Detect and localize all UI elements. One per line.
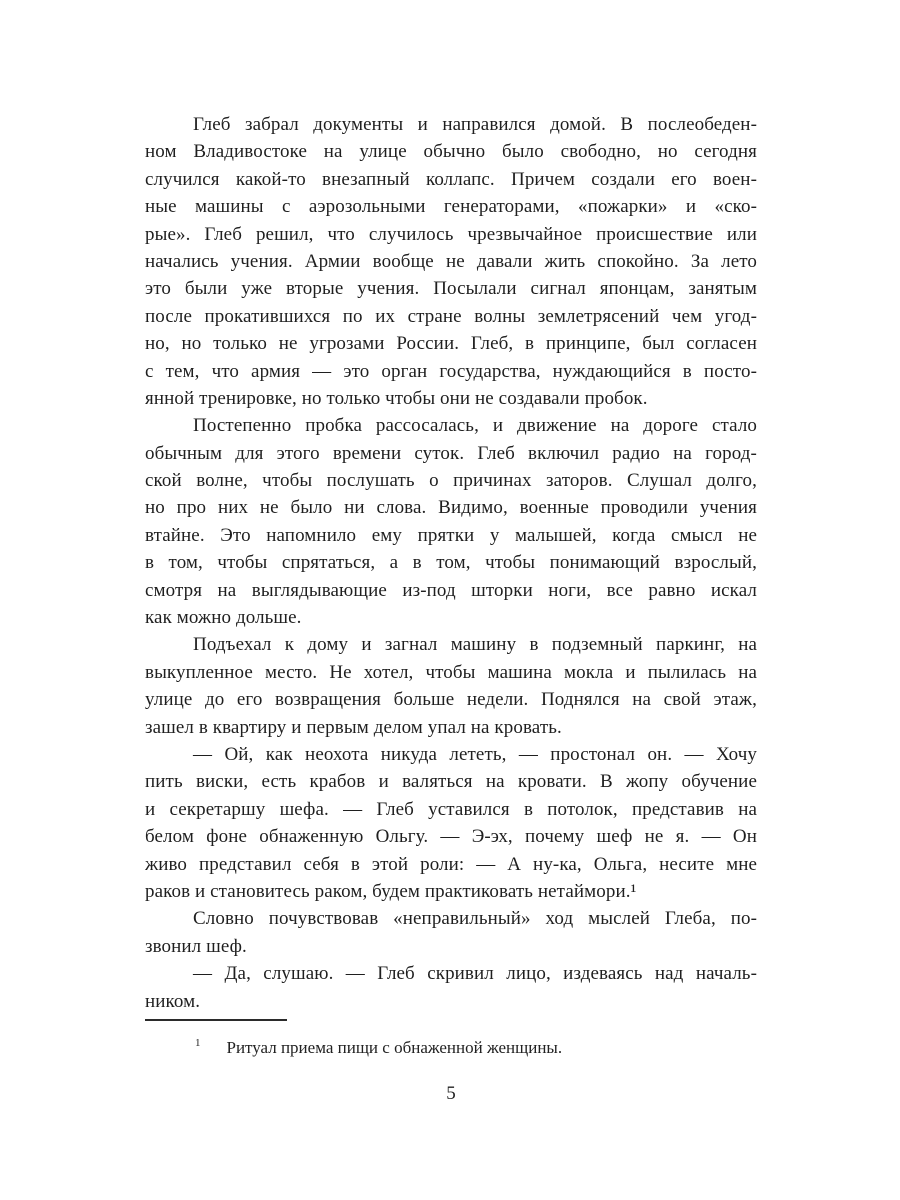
- text-line: случился какой-то внезапный коллапс. Причем создали его воен-: [145, 168, 757, 190]
- footnote-text: Ритуал приема пищи с обнаженной женщины.: [226, 1038, 563, 1057]
- paragraph: [145, 412, 757, 631]
- text-line: — Да, слушаю. — Глеб скривил лицо, издеваясь над началь-: [193, 963, 757, 985]
- text-line: ской волне, чтобы послушать о причинах заторов. Слушал долго,: [145, 470, 757, 492]
- paragraph: [145, 905, 757, 960]
- text-line: ном Владивостоке на улице обычно было свободно, но сегодня: [145, 141, 757, 163]
- text-line: выкупленное место. Не хотел, чтобы машина мокла и пылилась на: [145, 661, 757, 683]
- text-line: Глеб забрал документы и направился домой. В послеобеден-: [193, 114, 757, 135]
- body-text: [145, 111, 757, 1015]
- text-line: обычным для этого времени суток. Глеб включил радио на город-: [145, 442, 757, 464]
- paragraph: [145, 631, 757, 741]
- text-line: живо представил себя в этой роли: — А ну-ка, Ольга, несите мне: [145, 853, 757, 875]
- footnote: [145, 1031, 757, 1060]
- text-line: Словно почувствовав «неправильный» ход мыслей Глеба, по-: [193, 908, 757, 930]
- paragraph: [145, 960, 757, 1015]
- footnote-marker: 1: [195, 1037, 201, 1049]
- text-line: ные машины с аэрозольными генераторами, «пожарки» и «ско-: [145, 196, 757, 218]
- text-line: но, но только не угрозами России. Глеб, в принципе, был согласен: [145, 333, 757, 355]
- text-line: — Ой, как неохота никуда лететь, — простонал он. — Хочу: [193, 743, 757, 765]
- footnote-divider: [145, 1019, 287, 1021]
- text-line: рые». Глеб решил, что случилось чрезвычайное происшествие или: [145, 223, 757, 245]
- text-line: ником.: [145, 990, 201, 1012]
- text-line: это были уже вторые учения. Посылали сигнал японцам, занятым: [145, 278, 757, 300]
- text-line: смотря на выглядывающие из-под шторки ноги, все равно искал: [145, 579, 757, 601]
- text-line: втайне. Это напомнило ему прятки у малышей, когда смысл не: [145, 524, 757, 546]
- text-line: Подъехал к дому и загнал машину в подземный паркинг, на: [193, 634, 757, 656]
- text-line: в том, чтобы спрятаться, а в том, чтобы понимающий взрослый,: [145, 552, 757, 574]
- text-line: раков и становитесь раком, будем практиковать нетаймори.¹: [145, 880, 637, 902]
- text-line: янной тренировке, но только чтобы они не создавали пробок.: [145, 387, 648, 409]
- paragraph: [145, 111, 757, 412]
- text-line: как можно дольше.: [145, 607, 302, 629]
- text-line: Постепенно пробка рассосалась, и движение на дороге стало: [193, 415, 757, 437]
- text-line: белом фоне обнаженную Ольгу. — Э-эх, почему шеф не я. — Он: [145, 826, 757, 848]
- text-line: но про них не было ни слова. Видимо, военные проводили учения: [145, 497, 757, 519]
- paragraph: [145, 741, 757, 905]
- page-number: 5: [446, 1083, 456, 1104]
- text-line: звонил шеф.: [145, 935, 247, 957]
- text-line: после прокатившихся по их стране волны землетрясений чем угод-: [145, 305, 757, 327]
- text-line: улице до его возвращения больше недели. Поднялся на свой этаж,: [145, 689, 757, 711]
- text-line: начались учения. Армии вообще не давали жить спокойно. За лето: [145, 250, 757, 272]
- text-line: и секретаршу шефа. — Глеб уставился в потолок, представив на: [145, 798, 757, 820]
- text-line: с тем, что армия — это орган государства, нуждающийся в посто-: [145, 360, 757, 382]
- text-line: пить виски, есть крабов и валяться на кровати. В жопу обучение: [145, 771, 757, 793]
- text-line: зашел в квартиру и первым делом упал на кровать.: [145, 716, 562, 738]
